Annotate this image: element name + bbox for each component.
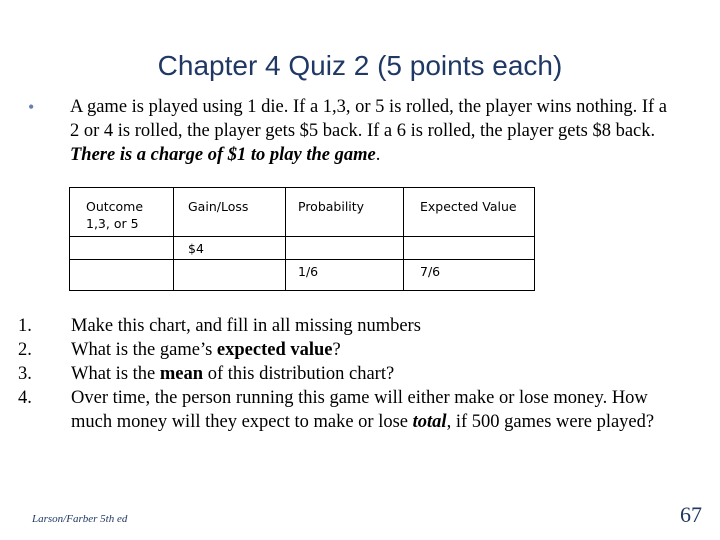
cell-text — [404, 237, 534, 240]
bullet-text-start: A game is played using 1 die. If a 1,3, or 5 is rolled, the player wins nothing. If a 2 or 4 is rolled, the player gets $5 back. If a 6 is rolled, the player gets $8 back. — [70, 97, 668, 141]
cell-text — [70, 237, 173, 240]
question-text-part: of this distribution chart? — [203, 364, 395, 384]
header-gain-loss: Gain/Loss — [188, 199, 249, 214]
list-item — [18, 386, 688, 434]
cell-text — [174, 260, 285, 263]
table-row — [70, 237, 535, 260]
question-text — [71, 316, 421, 336]
question-number: 1. — [18, 316, 32, 336]
table-row — [70, 260, 535, 291]
table-cell — [70, 260, 174, 291]
question-emphasis: mean — [159, 364, 204, 384]
header-cell-probability — [286, 188, 404, 237]
cell-text — [70, 260, 173, 263]
question-text — [71, 340, 341, 360]
header-outcome: Outcome 1,3, or 5 — [86, 199, 144, 231]
header-cell-gain-loss — [174, 188, 286, 237]
list-item — [18, 362, 688, 386]
header-expected-value: Expected Value — [420, 199, 517, 214]
table-cell — [286, 260, 404, 291]
probability-table — [69, 187, 535, 291]
question-text-part: , if 500 games were played? — [446, 412, 655, 432]
list-item — [18, 314, 688, 338]
table-header-row — [70, 188, 535, 237]
question-text-part: Over time, the person running this game will either make or lose money. How much money will they expect to make or lose — [71, 388, 648, 432]
table-cell — [174, 237, 286, 260]
question-list — [18, 314, 688, 434]
question-text — [71, 388, 654, 432]
question-text-part: What is the — [71, 364, 160, 384]
bullet-icon: • — [28, 97, 35, 117]
table-cell — [70, 237, 174, 260]
question-number: 4. — [18, 388, 32, 408]
question-text-part: What is the game’s — [71, 340, 217, 360]
question-emphasis: total — [412, 412, 447, 432]
cell-text: $4 — [188, 241, 204, 256]
header-probability: Probability — [298, 199, 365, 214]
cell-text: 1/6 — [298, 264, 319, 279]
bullet-text — [70, 95, 680, 167]
table-cell — [174, 260, 286, 291]
question-number: 3. — [18, 364, 32, 384]
cell-text: 7/6 — [420, 264, 441, 279]
question-text — [71, 364, 394, 384]
question-number: 2. — [18, 340, 32, 360]
question-text-part: Make this chart, and fill in all missing numbers — [71, 316, 421, 336]
bullet-text-end: . — [375, 145, 381, 165]
header-cell-expected-value — [404, 188, 535, 237]
table-cell — [404, 260, 535, 291]
list-item — [18, 338, 688, 362]
table-cell — [286, 237, 404, 260]
footer-source: Larson/Farber 5th ed — [32, 513, 128, 525]
bullet-emphasis: There is a charge of $1 to play the game — [70, 145, 376, 165]
question-emphasis: expected value — [216, 340, 333, 360]
table-cell — [404, 237, 535, 260]
page-number: 67 — [680, 502, 702, 527]
slide-title: Chapter 4 Quiz 2 (5 points each) — [157, 50, 563, 81]
question-text-part: ? — [332, 340, 341, 360]
header-cell-outcome — [70, 188, 174, 237]
cell-text — [286, 237, 403, 240]
